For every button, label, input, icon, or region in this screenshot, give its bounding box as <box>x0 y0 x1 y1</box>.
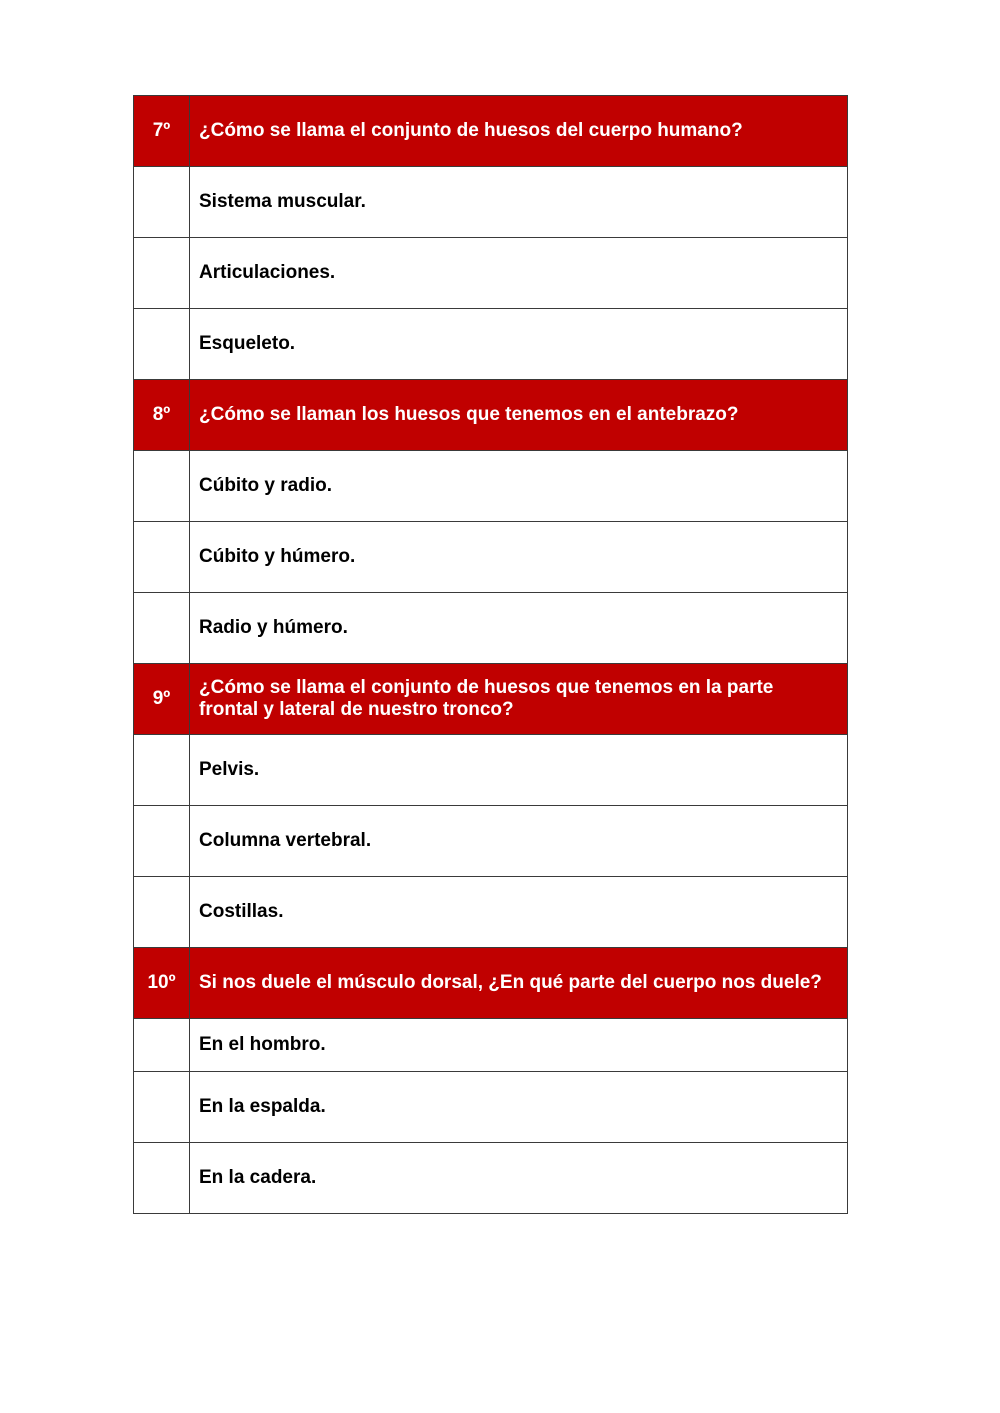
answer-text[interactable]: Cúbito y húmero. <box>190 522 848 593</box>
answer-checkbox-cell[interactable] <box>134 238 190 309</box>
answer-row[interactable] <box>134 309 848 380</box>
answer-checkbox-cell[interactable] <box>134 451 190 522</box>
answer-row[interactable] <box>134 167 848 238</box>
question-text: ¿Cómo se llama el conjunto de huesos del cuerpo humano? <box>190 96 848 167</box>
quiz-table <box>133 95 848 1214</box>
answer-text[interactable]: Columna vertebral. <box>190 806 848 877</box>
answer-text[interactable]: Radio y húmero. <box>190 593 848 664</box>
answer-text[interactable]: Articulaciones. <box>190 238 848 309</box>
question-number: 8º <box>134 380 190 451</box>
answer-checkbox-cell[interactable] <box>134 1072 190 1143</box>
question-row <box>134 96 848 167</box>
question-number: 9º <box>134 664 190 735</box>
answer-row[interactable] <box>134 806 848 877</box>
answer-checkbox-cell[interactable] <box>134 806 190 877</box>
answer-checkbox-cell[interactable] <box>134 735 190 806</box>
answer-checkbox-cell[interactable] <box>134 167 190 238</box>
question-text: ¿Cómo se llama el conjunto de huesos que tenemos en la parte frontal y lateral de nuestro tronco? <box>190 664 848 735</box>
question-number: 7º <box>134 96 190 167</box>
answer-row[interactable] <box>134 877 848 948</box>
answer-text[interactable]: Pelvis. <box>190 735 848 806</box>
answer-checkbox-cell[interactable] <box>134 1143 190 1214</box>
answer-checkbox-cell[interactable] <box>134 593 190 664</box>
answer-checkbox-cell[interactable] <box>134 309 190 380</box>
answer-row[interactable] <box>134 238 848 309</box>
answer-row[interactable] <box>134 1019 848 1072</box>
answer-text[interactable]: Cúbito y radio. <box>190 451 848 522</box>
question-text: Si nos duele el músculo dorsal, ¿En qué parte del cuerpo nos duele? <box>190 948 848 1019</box>
answer-row[interactable] <box>134 1143 848 1214</box>
question-number: 10º <box>134 948 190 1019</box>
answer-checkbox-cell[interactable] <box>134 877 190 948</box>
answer-row[interactable] <box>134 593 848 664</box>
answer-checkbox-cell[interactable] <box>134 1019 190 1072</box>
answer-text[interactable]: En la cadera. <box>190 1143 848 1214</box>
question-row <box>134 948 848 1019</box>
answer-row[interactable] <box>134 451 848 522</box>
answer-row[interactable] <box>134 1072 848 1143</box>
answer-text[interactable]: En el hombro. <box>190 1019 848 1072</box>
answer-text[interactable]: Costillas. <box>190 877 848 948</box>
answer-checkbox-cell[interactable] <box>134 522 190 593</box>
answer-text[interactable]: Esqueleto. <box>190 309 848 380</box>
question-text: ¿Cómo se llaman los huesos que tenemos en el antebrazo? <box>190 380 848 451</box>
answer-text[interactable]: Sistema muscular. <box>190 167 848 238</box>
question-row <box>134 664 848 735</box>
question-row <box>134 380 848 451</box>
answer-row[interactable] <box>134 735 848 806</box>
answer-row[interactable] <box>134 522 848 593</box>
answer-text[interactable]: En la espalda. <box>190 1072 848 1143</box>
